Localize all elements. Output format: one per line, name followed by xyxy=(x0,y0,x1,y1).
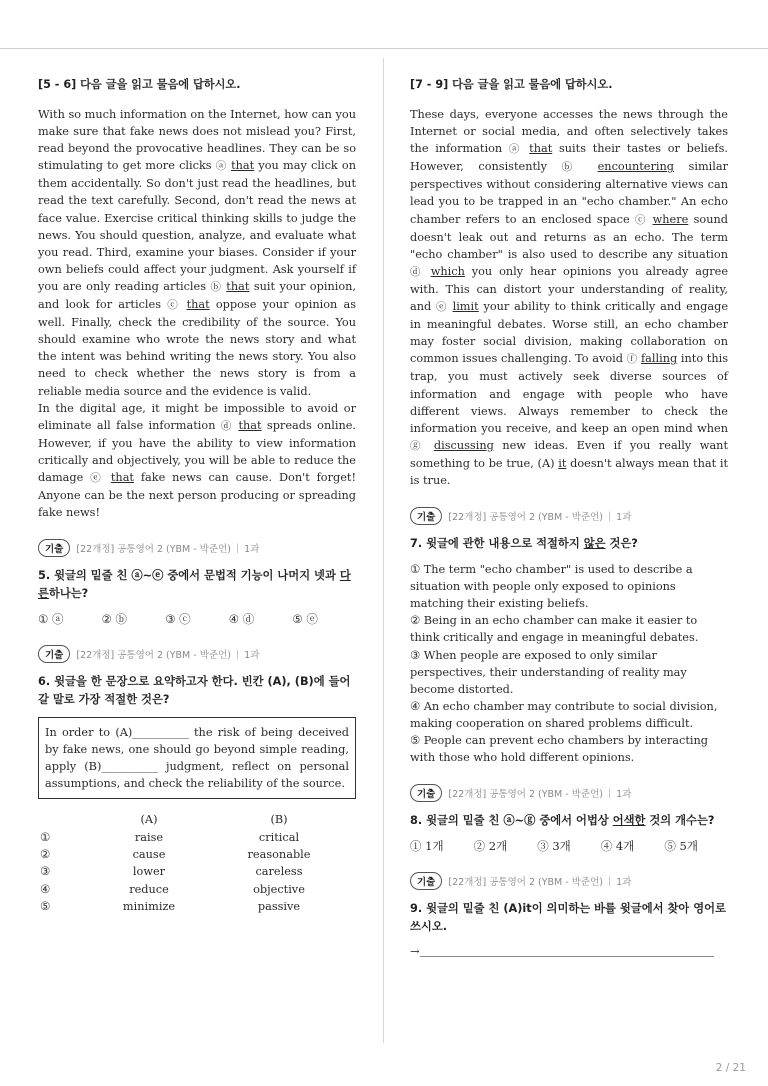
passage-text: your ability to think critically and engage in meaningful debates. Worse still, an echo chamber may foster social division, making collaboration on common issues challenging. To avoid xyxy=(410,300,729,366)
underlined-word-a: that xyxy=(231,159,255,173)
passage-text: In the digital age, it might be impossible to avoid or eliminate all false information xyxy=(38,401,356,432)
option-4[interactable]: ④ 4개 xyxy=(600,839,635,854)
cell-a: lower xyxy=(132,865,166,879)
table-row[interactable] xyxy=(40,846,354,863)
lesson-label: 1과 xyxy=(616,789,632,801)
passage-text: suit your opinion, and look for articles xyxy=(38,279,356,312)
column-b-header: (B) xyxy=(270,813,288,827)
marker-c: ⓒ xyxy=(635,213,648,226)
underlined-word-it: it xyxy=(558,456,567,470)
marker-c: ⓒ xyxy=(167,299,181,312)
passage-text: you may click on them accidentally. So don't just read the headlines, but read the text carefully. Second, don't read the news at face value. Exercise critical thinking skills to judge the news. You should question, analyze, and evaluate what you read. Third, examine your biases. Consider if your own beliefs could affect your judgment. Ask yourself if you are only reading articles xyxy=(38,159,356,293)
underlined-word-b: that xyxy=(226,279,250,293)
lesson-label: 1과 xyxy=(616,877,632,889)
marker-e: ⓔ xyxy=(90,471,104,484)
row-number: ① xyxy=(40,830,51,844)
left-column xyxy=(38,76,356,915)
marker-b: ⓑ xyxy=(561,161,584,174)
summary-box: In order to (A)__________ the risk of being deceived by fake news, one should go beyond simple reading, apply (B)__________ judgment, reflect on personal assumptions, and check the reliability of the source. xyxy=(38,717,356,799)
section-heading-7-9: [7 - 9] 다음 글을 읽고 물음에 답하시오. xyxy=(410,78,613,91)
table-row[interactable] xyxy=(40,880,354,897)
passage-text: sound doesn't leak out and returns as an echo. The term "echo chamber" is also used to describe any situation xyxy=(410,212,729,261)
question-emphasis: 다른 xyxy=(38,569,351,601)
passage-text: you only hear opinions you already agree with. This can distort your understanding of reality, and xyxy=(410,264,729,314)
passage-text: spreads online. However, if you have the ability to view information critically and objectively, you will be able to reduce the damage xyxy=(38,418,356,484)
marker-f: ⓕ xyxy=(626,353,638,366)
marker-a: ⓐ xyxy=(215,160,227,173)
option-2[interactable]: ② 2개 xyxy=(473,839,508,854)
question-8 xyxy=(410,812,728,830)
passage-fake-news xyxy=(38,106,356,521)
underlined-word-f: falling xyxy=(640,352,678,366)
question-text: 것의 개수는? xyxy=(645,814,715,828)
table-row[interactable] xyxy=(40,863,354,880)
marker-e: ⓔ xyxy=(436,301,448,314)
separator: | xyxy=(607,510,612,522)
question-text: 것은? xyxy=(605,537,638,551)
right-column xyxy=(410,76,728,958)
separator: | xyxy=(235,648,240,660)
option-3[interactable]: ③ When people are exposed to only similar perspectives, their understanding of reality may become distorted. xyxy=(410,648,687,696)
underlined-word-b: encountering xyxy=(597,160,674,174)
question-text: 5. 윗글의 밑줄 친 ⓐ~ⓔ 중에서 문법적 기능이 나머지 넷과 xyxy=(38,569,340,583)
option-5[interactable]: ⑤ ⓔ xyxy=(292,612,318,627)
question-5 xyxy=(38,567,356,603)
option-2[interactable]: ② ⓑ xyxy=(101,612,128,627)
passage-text: new ideas. Even if you really want something to be true, (A) xyxy=(410,438,728,470)
source-label: [22개정] 공통영어 2 (YBM - 박준언) xyxy=(76,650,231,662)
cell-b: reasonable xyxy=(247,847,311,861)
passage-text: oppose your opinion as well. Finally, check the credibility of the source. You should examine who wrote the news story and what the intent was behind writing the news story. You also need to check whether the news story is from a reliable media source and the evidence is valid. xyxy=(38,298,357,398)
column-divider xyxy=(383,58,384,1043)
table-header xyxy=(40,811,354,828)
marker-d: ⓓ xyxy=(410,265,424,278)
question-text: 8. 윗글의 밑줄 친 ⓐ~ⓖ 중에서 어법상 xyxy=(410,814,613,828)
option-3[interactable]: ③ ⓒ xyxy=(165,612,191,627)
lesson-label: 1과 xyxy=(244,544,260,556)
underlined-word-e: limit xyxy=(452,300,479,314)
source-label: [22개정] 공통영어 2 (YBM - 박준언) xyxy=(448,512,603,524)
exam-tag: 기출 xyxy=(410,784,442,802)
passage-text: fake news can cause. Don't forget! Anyone can be the next person producing or spreading fake news! xyxy=(38,470,356,520)
underlined-word-c: where xyxy=(652,212,689,226)
q7-options xyxy=(410,561,728,766)
option-1[interactable]: ① The term "echo chamber" is used to describe a situation with people only exposed to opinions matching their existing beliefs. xyxy=(410,563,693,611)
answer-line[interactable] xyxy=(410,944,728,958)
separator: | xyxy=(607,875,612,887)
q5-meta xyxy=(38,539,356,557)
cell-b: critical xyxy=(258,830,300,844)
question-6: 6. 윗글을 한 문장으로 요약하고자 한다. 빈칸 (A), (B)에 들어갈 말로 가장 적절한 것은? xyxy=(38,675,351,707)
underlined-word-c: that xyxy=(186,298,210,312)
underlined-word-e: that xyxy=(110,470,134,484)
header-rule xyxy=(0,48,768,49)
passage-text: suits their tastes or beliefs. However, consistently xyxy=(410,142,728,174)
q8-options xyxy=(410,838,728,854)
table-row[interactable] xyxy=(40,829,354,846)
option-4[interactable]: ④ ⓓ xyxy=(228,612,255,627)
underlined-word-g: discussing xyxy=(433,438,494,452)
q7-meta xyxy=(410,507,728,525)
separator: | xyxy=(607,787,612,799)
cell-b: passive xyxy=(257,899,301,913)
q5-options xyxy=(38,611,356,627)
column-a-header: (A) xyxy=(140,813,158,827)
passage-text: into this trap, you must actively seek diverse sources of information and engage with people who have different views. Always remember to check the information you receive, and keep an open mind when xyxy=(410,352,729,435)
passage-text: With so much information on the Internet, how can you make sure that fake news does not mislead you? First, read beyond the provocative headlines. They can be so stimulating to get more clicks xyxy=(38,108,356,173)
row-number: ③ xyxy=(40,865,51,879)
cell-b: careless xyxy=(255,865,303,879)
separator: | xyxy=(235,542,240,554)
exam-tag: 기출 xyxy=(38,645,70,663)
row-number: ④ xyxy=(40,882,51,896)
passage-text: These days, everyone accesses the news through the Internet or social media, and often selectively takes the information xyxy=(410,108,728,156)
underlined-word-d: that xyxy=(238,418,262,432)
cell-b: objective xyxy=(253,882,305,896)
passage-text: similar perspectives without considering alternative views can lead you to be trapped in an "echo chamber." An echo chamber refers to an enclosed space xyxy=(410,160,729,226)
underlined-word-a: that xyxy=(529,142,553,156)
cell-a: minimize xyxy=(122,899,176,913)
row-number: ② xyxy=(40,847,51,861)
option-1[interactable]: ① ⓐ xyxy=(38,612,64,627)
cell-a: cause xyxy=(132,847,166,861)
marker-g: ⓖ xyxy=(410,439,426,452)
passage-text: doesn't always mean that it is true. xyxy=(410,456,728,487)
q6-meta xyxy=(38,645,356,663)
section-heading-5-6: [5 - 6] 다음 글을 읽고 물음에 답하시오. xyxy=(38,78,241,91)
source-label: [22개정] 공통영어 2 (YBM - 박준언) xyxy=(76,544,231,556)
table-row[interactable] xyxy=(40,898,354,915)
question-7 xyxy=(410,535,728,553)
question-text: 하나는? xyxy=(48,587,89,601)
exam-tag: 기출 xyxy=(410,507,442,525)
option-2[interactable]: ② Being in an echo chamber can make it easier to think critically and engage in meaningful debates. xyxy=(410,614,699,645)
answer-blank[interactable] xyxy=(420,948,714,957)
q9-meta xyxy=(410,872,728,890)
passage-echo-chamber xyxy=(410,106,728,489)
option-5[interactable]: ⑤ 5개 xyxy=(664,839,698,854)
cell-a: raise xyxy=(134,830,164,844)
option-3[interactable]: ③ 3개 xyxy=(537,839,571,854)
question-emphasis: 어색한 xyxy=(612,814,646,828)
option-5[interactable]: ⑤ People can prevent echo chambers by interacting with those who hold different opinions. xyxy=(410,734,709,765)
exam-tag: 기출 xyxy=(38,539,70,557)
source-label: [22개정] 공통영어 2 (YBM - 박준언) xyxy=(448,789,603,801)
underlined-word-d: which xyxy=(430,264,465,278)
marker-a: ⓐ xyxy=(508,143,523,156)
question-emphasis: 않은 xyxy=(583,537,606,551)
marker-b: ⓑ xyxy=(210,280,222,293)
option-4[interactable]: ④ An echo chamber may contribute to social division, making cooperation on shared problems difficult. xyxy=(410,699,718,730)
option-1[interactable]: ① 1개 xyxy=(410,839,444,854)
arrow-icon: → xyxy=(410,944,420,959)
exam-tag: 기출 xyxy=(410,872,442,890)
row-number: ⑤ xyxy=(40,899,51,913)
q8-meta xyxy=(410,784,728,802)
question-9: 9. 윗글의 밑줄 친 (A)it이 의미하는 바를 윗글에서 찾아 영어로 쓰시오. xyxy=(410,902,726,934)
page-number: 2 / 21 xyxy=(715,1062,746,1074)
cell-a: reduce xyxy=(129,882,169,896)
source-label: [22개정] 공통영어 2 (YBM - 박준언) xyxy=(448,877,603,889)
lesson-label: 1과 xyxy=(244,650,260,662)
lesson-label: 1과 xyxy=(616,512,632,524)
answer-table xyxy=(40,811,354,915)
question-text: 7. 윗글에 관한 내용으로 적절하지 xyxy=(410,537,584,551)
marker-d: ⓓ xyxy=(220,419,234,432)
